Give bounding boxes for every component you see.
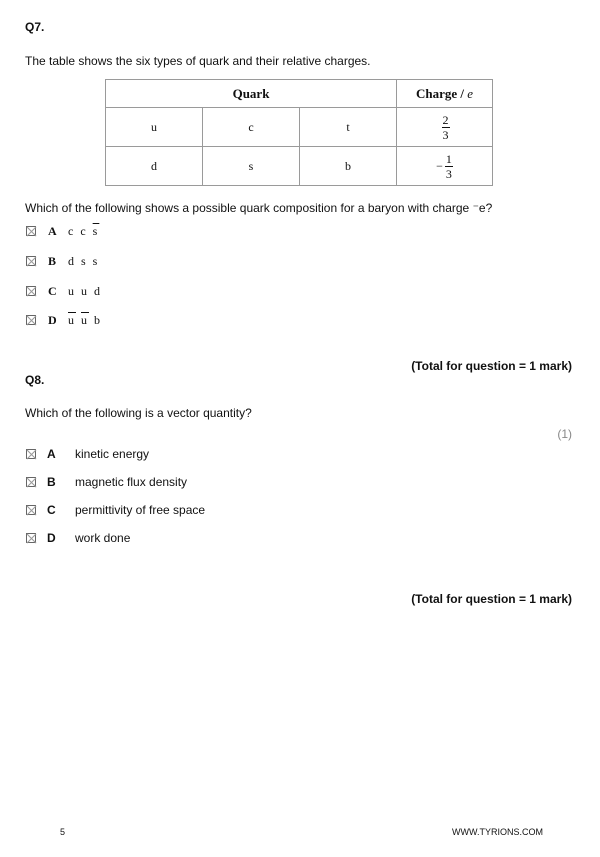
quark-symbol: c [68, 223, 76, 238]
charge-sign: − [436, 158, 443, 173]
option-letter: B [47, 475, 56, 489]
option-letter: D [48, 312, 57, 327]
fraction-numerator: 1 [445, 151, 452, 166]
option-text: permittivity of free space [75, 503, 206, 517]
quark-cell-s: s [203, 147, 300, 186]
q7-option-d[interactable] [26, 312, 102, 328]
antiquark-symbol: $\overline{u}$ [81, 312, 89, 327]
option-text: work done [75, 531, 131, 545]
antiquark-symbol: $\overline{s}$ [92, 223, 100, 238]
option-quark-composition [68, 224, 99, 239]
q8-mark: (1) [557, 427, 572, 441]
q8-question: Which of the following is a vector quantity? [25, 406, 252, 420]
charge-header [397, 80, 493, 108]
charge-fraction [445, 153, 453, 180]
answer-checkbox[interactable] [26, 505, 36, 515]
quark-table-header-row [106, 80, 493, 108]
quark-table-row [106, 147, 493, 186]
answer-checkbox[interactable] [26, 315, 36, 325]
option-quark-composition [68, 284, 102, 299]
option-letter: A [48, 223, 57, 238]
fraction-denominator: 3 [445, 166, 452, 181]
option-letter: C [47, 503, 56, 517]
option-letter: A [47, 447, 56, 461]
q7-question: Which of the following shows a possible quark composition for a baryon with charge ⁻e? [25, 201, 493, 215]
option-letter: B [48, 253, 57, 268]
answer-checkbox[interactable] [26, 286, 36, 296]
quark-symbol: b [94, 312, 102, 327]
quark-symbol: u [81, 283, 89, 298]
answer-checkbox[interactable] [26, 533, 36, 543]
answer-checkbox[interactable] [26, 226, 36, 236]
quark-table [105, 79, 493, 186]
q7-intro: The table shows the six types of quark and their relative charges. [25, 54, 371, 68]
answer-checkbox[interactable] [26, 256, 36, 266]
charge-cell-up-type [397, 108, 493, 147]
option-letter: D [47, 531, 56, 545]
q7-option-a[interactable] [26, 223, 99, 239]
q8-option-c[interactable] [26, 502, 205, 518]
quark-table-row [106, 108, 493, 147]
charge-header-label: Charge / [415, 85, 468, 101]
page-number: 5 [60, 827, 66, 837]
q7-option-b[interactable] [26, 253, 99, 269]
q8-option-d[interactable] [26, 530, 130, 546]
fraction-numerator: 2 [442, 112, 449, 127]
answer-checkbox[interactable] [26, 449, 36, 459]
quark-cell-d: d [106, 147, 203, 186]
option-letter: C [48, 283, 57, 298]
q7-total: (Total for question = 1 mark) [411, 359, 572, 373]
charge-header-unit: e [467, 85, 474, 101]
quark-symbol: u [68, 283, 76, 298]
quark-cell-t: t [300, 108, 397, 147]
q7-number: Q7. [25, 20, 45, 34]
q8-number: Q8. [25, 373, 45, 387]
quark-cell-b: b [300, 147, 397, 186]
quark-symbol: s [92, 253, 100, 268]
quark-symbol: s [81, 253, 88, 268]
antiquark-symbol: $\overline{u}$ [68, 312, 76, 327]
charge-fraction [442, 114, 450, 141]
option-text: magnetic flux density [75, 475, 188, 489]
quark-cell-c: c [203, 108, 300, 147]
quark-cell-u: u [106, 108, 203, 147]
option-quark-composition [68, 254, 99, 269]
answer-checkbox[interactable] [26, 477, 36, 487]
option-quark-composition [68, 313, 102, 328]
q8-option-b[interactable] [26, 474, 187, 490]
footer-site: WWW.TYRIONS.COM [452, 827, 543, 837]
quark-header: Quark [106, 80, 397, 108]
quark-symbol: c [80, 223, 88, 238]
option-text: kinetic energy [75, 447, 150, 461]
quark-symbol: d [68, 253, 76, 268]
quark-symbol: d [94, 283, 102, 298]
fraction-denominator: 3 [442, 127, 449, 142]
q8-option-a[interactable] [26, 446, 149, 462]
q8-total: (Total for question = 1 mark) [411, 592, 572, 606]
q7-option-c[interactable] [26, 283, 102, 299]
charge-cell-down-type [397, 147, 493, 186]
